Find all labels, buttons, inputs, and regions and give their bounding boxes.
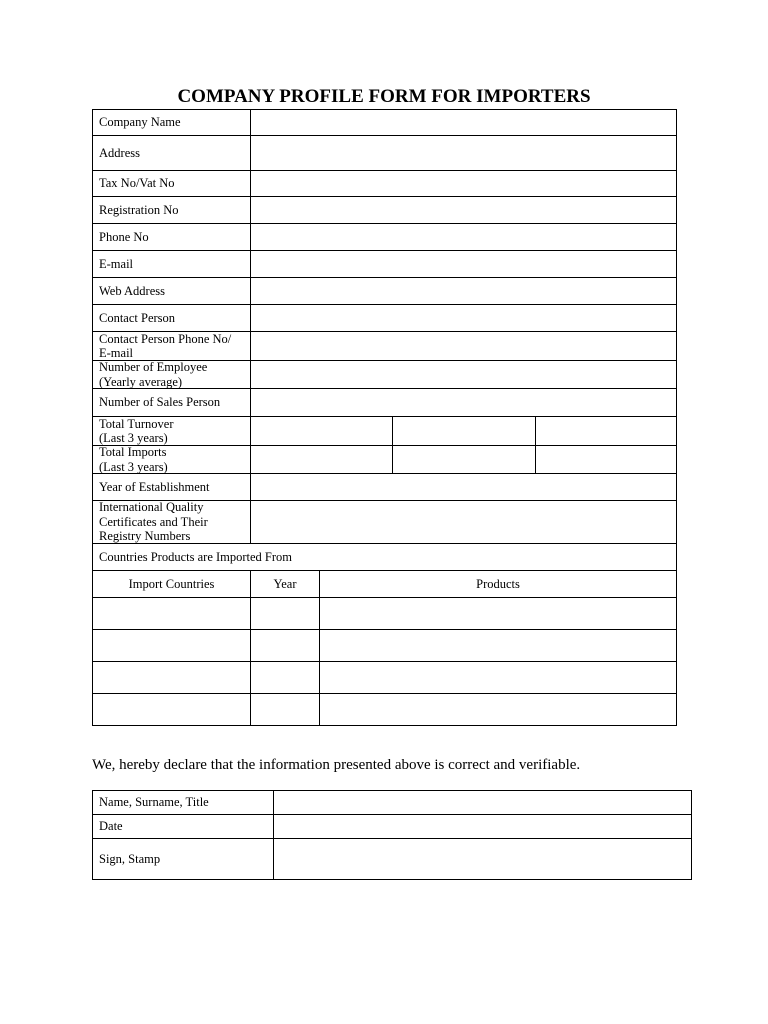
turnover-field-2[interactable] xyxy=(392,416,536,446)
establishment-year-field[interactable] xyxy=(250,473,677,501)
sign-stamp-label: Sign, Stamp xyxy=(92,838,274,880)
imports-field-2[interactable] xyxy=(392,445,536,474)
sales-persons-label: Number of Sales Person xyxy=(92,388,251,417)
import-country-cell[interactable] xyxy=(92,597,251,630)
contact-phone-field[interactable] xyxy=(250,331,677,361)
web-address-field[interactable] xyxy=(250,277,677,305)
declaration-text: We, hereby declare that the information presented above is correct and verifiable. xyxy=(92,757,581,773)
form-title: COMPANY PROFILE FORM FOR IMPORTERS xyxy=(177,86,591,107)
tax-no-label: Tax No/Vat No xyxy=(92,170,251,197)
certificates-field[interactable] xyxy=(250,500,677,544)
sales-persons-field[interactable] xyxy=(250,388,677,417)
company-name-label: Company Name xyxy=(92,109,251,136)
date-field[interactable] xyxy=(273,814,692,839)
import-countries-header: Import Countries xyxy=(92,570,251,598)
turnover-field-1[interactable] xyxy=(250,416,393,446)
name-title-label: Name, Surname, Title xyxy=(92,790,274,815)
phone-no-label: Phone No xyxy=(92,223,251,251)
address-label: Address xyxy=(92,135,251,171)
contact-person-label: Contact Person xyxy=(92,304,251,332)
tax-no-field[interactable] xyxy=(250,170,677,197)
import-products-cell[interactable] xyxy=(319,693,677,726)
employees-field[interactable] xyxy=(250,360,677,389)
import-country-cell[interactable] xyxy=(92,693,251,726)
company-name-field[interactable] xyxy=(250,109,677,136)
address-field[interactable] xyxy=(250,135,677,171)
email-label: E-mail xyxy=(92,250,251,278)
date-label: Date xyxy=(92,814,274,839)
certificates-label: International Quality Certificates and Their Registry Numbers xyxy=(92,500,251,544)
registration-no-field[interactable] xyxy=(250,196,677,224)
import-products-cell[interactable] xyxy=(319,661,677,694)
web-address-label: Web Address xyxy=(92,277,251,305)
import-country-cell[interactable] xyxy=(92,629,251,662)
year-header: Year xyxy=(250,570,320,598)
turnover-label: Total Turnover (Last 3 years) xyxy=(92,416,251,446)
imports-label: Total Imports (Last 3 years) xyxy=(92,445,251,474)
name-title-field[interactable] xyxy=(273,790,692,815)
products-header: Products xyxy=(319,570,677,598)
sign-stamp-field[interactable] xyxy=(273,838,692,880)
imports-field-1[interactable] xyxy=(250,445,393,474)
import-year-cell[interactable] xyxy=(250,661,320,694)
import-country-cell[interactable] xyxy=(92,661,251,694)
import-year-cell[interactable] xyxy=(250,629,320,662)
turnover-field-3[interactable] xyxy=(535,416,677,446)
import-year-cell[interactable] xyxy=(250,597,320,630)
countries-heading: Countries Products are Imported From xyxy=(92,543,677,571)
imports-field-3[interactable] xyxy=(535,445,677,474)
import-year-cell[interactable] xyxy=(250,693,320,726)
email-field[interactable] xyxy=(250,250,677,278)
contact-person-field[interactable] xyxy=(250,304,677,332)
contact-phone-label: Contact Person Phone No/ E-mail xyxy=(92,331,251,361)
import-products-cell[interactable] xyxy=(319,597,677,630)
employees-label: Number of Employee (Yearly average) xyxy=(92,360,251,389)
import-products-cell[interactable] xyxy=(319,629,677,662)
establishment-year-label: Year of Establishment xyxy=(92,473,251,501)
phone-no-field[interactable] xyxy=(250,223,677,251)
registration-no-label: Registration No xyxy=(92,196,251,224)
